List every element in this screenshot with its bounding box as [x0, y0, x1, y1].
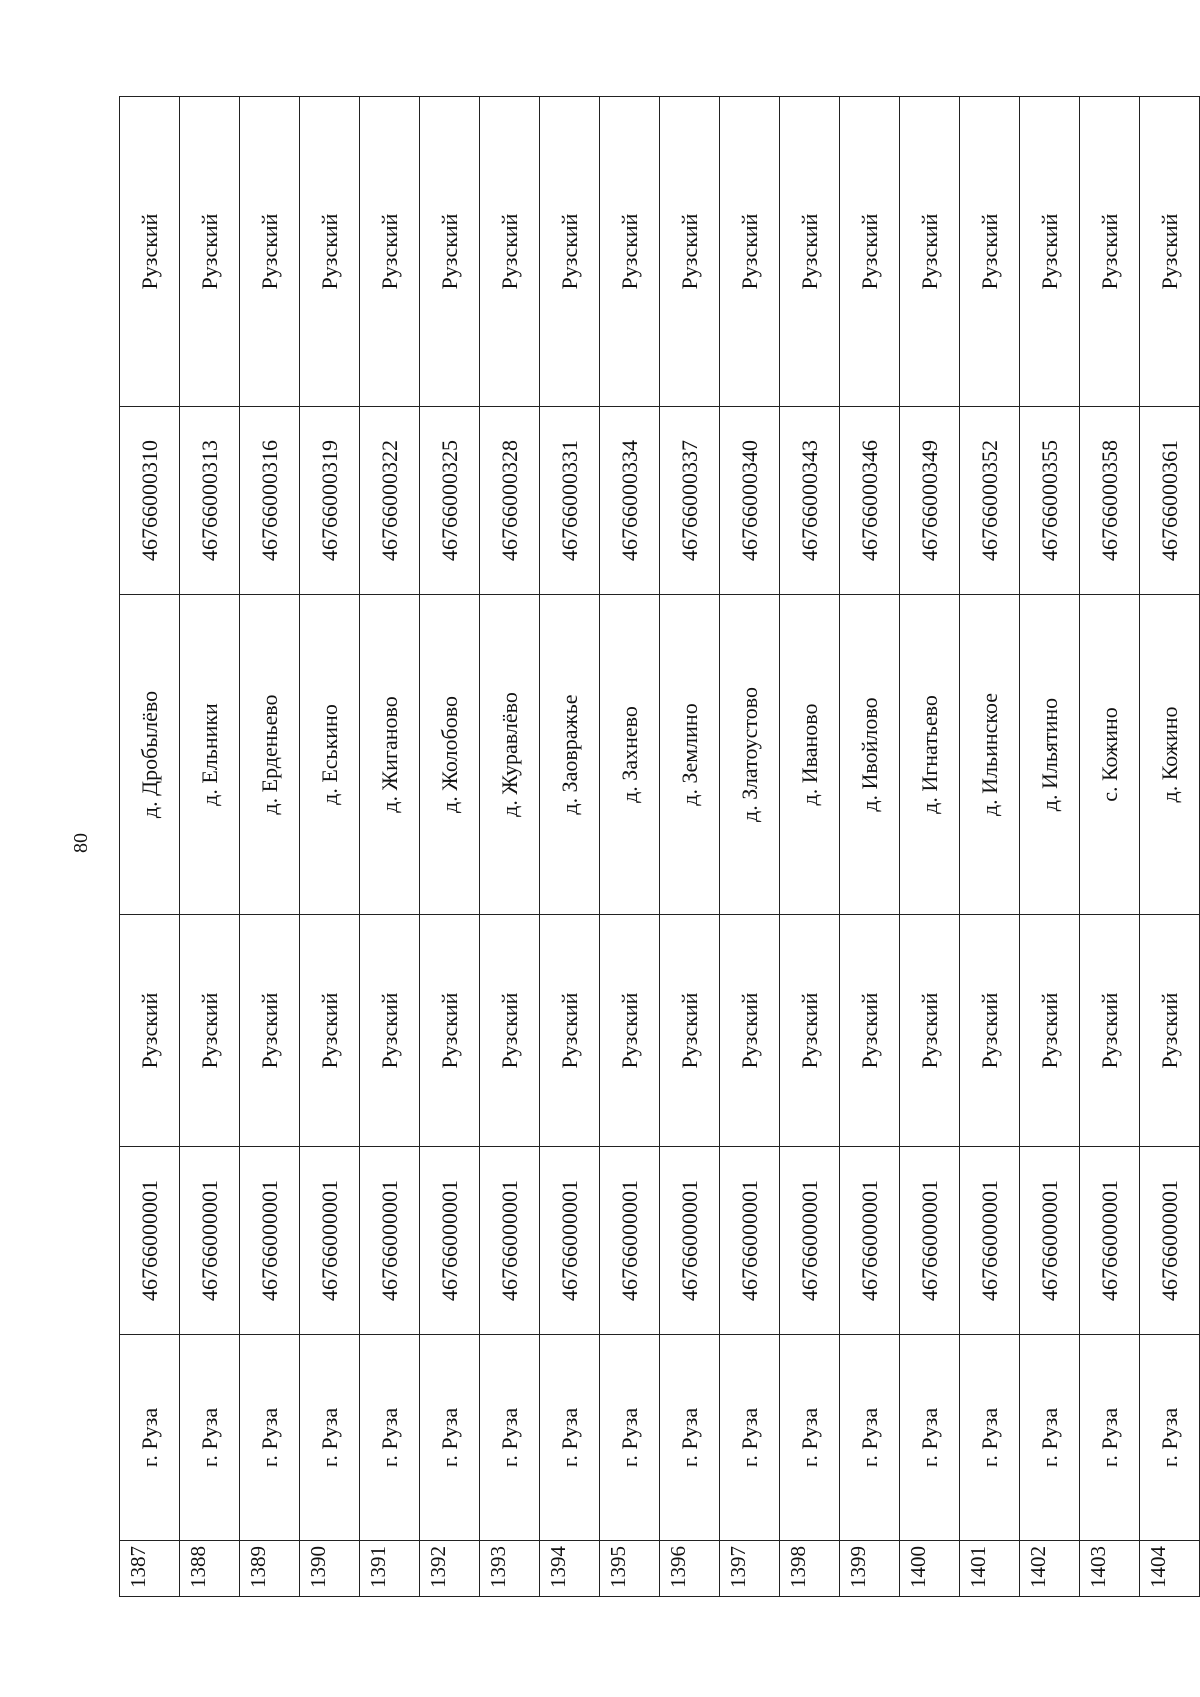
settlement-cell: д. Жолобово: [420, 595, 480, 915]
settlement-cell: д. Игнатьево: [900, 595, 960, 915]
oktmo-code-cell: 46766000001: [540, 1147, 600, 1335]
row-number-cell: 1387: [120, 1541, 180, 1597]
city-cell: г. Руза: [840, 1335, 900, 1541]
table-row: [120, 97, 180, 1597]
settlement-oktmo-cell: 46766000310: [120, 407, 180, 595]
city-cell: г. Руза: [360, 1335, 420, 1541]
settlement-oktmo-cell: 46766000322: [360, 407, 420, 595]
table-row: [720, 97, 780, 1597]
city-cell: г. Руза: [600, 1335, 660, 1541]
settlement-cell: д. Еськино: [300, 595, 360, 915]
table-row: [300, 97, 360, 1597]
city-cell: г. Руза: [480, 1335, 540, 1541]
settlement-cell: д. Заовражье: [540, 595, 600, 915]
district-cell: Рузский: [960, 915, 1020, 1147]
table-row: [900, 97, 960, 1597]
row-number-cell: 1396: [660, 1541, 720, 1597]
district-cell: Рузский: [720, 915, 780, 1147]
settlement-oktmo-cell: 46766000355: [1020, 407, 1080, 595]
row-number-cell: 1401: [960, 1541, 1020, 1597]
oktmo-code-cell: 46766000001: [1140, 1147, 1200, 1335]
settlement-district-cell: Рузский: [540, 97, 600, 407]
oktmo-code-cell: 46766000001: [300, 1147, 360, 1335]
city-cell: г. Руза: [780, 1335, 840, 1541]
oktmo-code-cell: 46766000001: [720, 1147, 780, 1335]
table-row: [600, 97, 660, 1597]
row-number-cell: 1399: [840, 1541, 900, 1597]
row-number-cell: 1393: [480, 1541, 540, 1597]
row-number-cell: 1402: [1020, 1541, 1080, 1597]
oktmo-code-cell: 46766000001: [480, 1147, 540, 1335]
city-cell: г. Руза: [300, 1335, 360, 1541]
settlement-oktmo-cell: 46766000358: [1080, 407, 1140, 595]
table-row: [780, 97, 840, 1597]
settlement-cell: д. Кожино: [1140, 595, 1200, 915]
oktmo-code-cell: 46766000001: [360, 1147, 420, 1335]
city-cell: г. Руза: [660, 1335, 720, 1541]
city-cell: г. Руза: [960, 1335, 1020, 1541]
district-cell: Рузский: [540, 915, 600, 1147]
settlement-district-cell: Рузский: [1020, 97, 1080, 407]
district-cell: Рузский: [360, 915, 420, 1147]
district-cell: Рузский: [180, 915, 240, 1147]
oktmo-code-cell: 46766000001: [420, 1147, 480, 1335]
row-number-cell: 1403: [1080, 1541, 1140, 1597]
row-number-cell: 1392: [420, 1541, 480, 1597]
settlement-cell: д. Ивойлово: [840, 595, 900, 915]
page-number: 80: [70, 833, 92, 853]
oktmo-code-cell: 46766000001: [1020, 1147, 1080, 1335]
table-row: [1080, 97, 1140, 1597]
row-number-cell: 1398: [780, 1541, 840, 1597]
row-number-cell: 1400: [900, 1541, 960, 1597]
city-cell: г. Руза: [540, 1335, 600, 1541]
settlement-cell: д. Журавлёво: [480, 595, 540, 915]
settlement-cell: д. Иваново: [780, 595, 840, 915]
settlement-district-cell: Рузский: [780, 97, 840, 407]
district-cell: Рузский: [600, 915, 660, 1147]
district-cell: Рузский: [120, 915, 180, 1147]
settlement-cell: д. Ельники: [180, 595, 240, 915]
settlement-oktmo-cell: 46766000343: [780, 407, 840, 595]
settlement-oktmo-cell: 46766000349: [900, 407, 960, 595]
oktmo-code-cell: 46766000001: [1080, 1147, 1140, 1335]
settlement-oktmo-cell: 46766000316: [240, 407, 300, 595]
district-cell: Рузский: [1080, 915, 1140, 1147]
settlement-oktmo-cell: 46766000313: [180, 407, 240, 595]
city-cell: г. Руза: [240, 1335, 300, 1541]
city-cell: г. Руза: [180, 1335, 240, 1541]
settlement-cell: д. Жиганово: [360, 595, 420, 915]
settlement-cell: д. Ильятино: [1020, 595, 1080, 915]
row-number-cell: 1388: [180, 1541, 240, 1597]
settlement-cell: д. Ерденьево: [240, 595, 300, 915]
settlement-oktmo-cell: 46766000331: [540, 407, 600, 595]
table-row: [480, 97, 540, 1597]
table-row: [540, 97, 600, 1597]
city-cell: г. Руза: [120, 1335, 180, 1541]
row-number-cell: 1395: [600, 1541, 660, 1597]
oktmo-code-cell: 46766000001: [660, 1147, 720, 1335]
table-row: [420, 97, 480, 1597]
settlement-district-cell: Рузский: [1080, 97, 1140, 407]
oktmo-code-cell: 46766000001: [600, 1147, 660, 1335]
oktmo-code-cell: 46766000001: [840, 1147, 900, 1335]
district-cell: Рузский: [660, 915, 720, 1147]
district-cell: Рузский: [900, 915, 960, 1147]
settlement-district-cell: Рузский: [600, 97, 660, 407]
row-number-cell: 1389: [240, 1541, 300, 1597]
settlement-district-cell: Рузский: [720, 97, 780, 407]
row-number-cell: 1391: [360, 1541, 420, 1597]
settlement-oktmo-cell: 46766000334: [600, 407, 660, 595]
settlement-oktmo-cell: 46766000346: [840, 407, 900, 595]
table-row: [840, 97, 900, 1597]
oktmo-code-cell: 46766000001: [180, 1147, 240, 1335]
table-row: [360, 97, 420, 1597]
table-row: [180, 97, 240, 1597]
district-cell: Рузский: [300, 915, 360, 1147]
settlement-cell: д. Землино: [660, 595, 720, 915]
table-container: [119, 97, 1182, 1597]
settlement-oktmo-cell: 46766000340: [720, 407, 780, 595]
oktmo-code-cell: 46766000001: [960, 1147, 1020, 1335]
settlement-cell: д. Ильинское: [960, 595, 1020, 915]
district-cell: Рузский: [840, 915, 900, 1147]
district-cell: Рузский: [1140, 915, 1200, 1147]
settlement-district-cell: Рузский: [120, 97, 180, 407]
oktmo-code-cell: 46766000001: [780, 1147, 840, 1335]
district-cell: Рузский: [480, 915, 540, 1147]
settlement-oktmo-cell: 46766000319: [300, 407, 360, 595]
city-cell: г. Руза: [720, 1335, 780, 1541]
district-cell: Рузский: [420, 915, 480, 1147]
settlement-district-cell: Рузский: [960, 97, 1020, 407]
settlements-table: [119, 96, 1200, 1597]
settlement-district-cell: Рузский: [1140, 97, 1200, 407]
settlement-district-cell: Рузский: [900, 97, 960, 407]
settlement-cell: д. Златоустово: [720, 595, 780, 915]
table-row: [960, 97, 1020, 1597]
row-number-cell: 1397: [720, 1541, 780, 1597]
settlement-oktmo-cell: 46766000352: [960, 407, 1020, 595]
table-row: [1140, 97, 1200, 1597]
city-cell: г. Руза: [1080, 1335, 1140, 1541]
district-cell: Рузский: [240, 915, 300, 1147]
city-cell: г. Руза: [420, 1335, 480, 1541]
row-number-cell: 1404: [1140, 1541, 1200, 1597]
city-cell: г. Руза: [900, 1335, 960, 1541]
settlement-district-cell: Рузский: [180, 97, 240, 407]
city-cell: г. Руза: [1140, 1335, 1200, 1541]
settlement-district-cell: Рузский: [480, 97, 540, 407]
oktmo-code-cell: 46766000001: [240, 1147, 300, 1335]
row-number-cell: 1394: [540, 1541, 600, 1597]
district-cell: Рузский: [1020, 915, 1080, 1147]
settlement-oktmo-cell: 46766000325: [420, 407, 480, 595]
settlement-cell: с. Кожино: [1080, 595, 1140, 915]
settlement-district-cell: Рузский: [660, 97, 720, 407]
table-row: [1020, 97, 1080, 1597]
oktmo-code-cell: 46766000001: [900, 1147, 960, 1335]
city-cell: г. Руза: [1020, 1335, 1080, 1541]
settlement-oktmo-cell: 46766000328: [480, 407, 540, 595]
settlement-cell: д. Дробылёво: [120, 595, 180, 915]
settlement-district-cell: Рузский: [420, 97, 480, 407]
settlement-district-cell: Рузский: [360, 97, 420, 407]
settlement-oktmo-cell: 46766000361: [1140, 407, 1200, 595]
oktmo-code-cell: 46766000001: [120, 1147, 180, 1335]
settlement-district-cell: Рузский: [300, 97, 360, 407]
settlement-cell: д. Захнево: [600, 595, 660, 915]
table-row: [240, 97, 300, 1597]
settlement-district-cell: Рузский: [840, 97, 900, 407]
row-number-cell: 1390: [300, 1541, 360, 1597]
district-cell: Рузский: [780, 915, 840, 1147]
settlement-district-cell: Рузский: [240, 97, 300, 407]
settlement-oktmo-cell: 46766000337: [660, 407, 720, 595]
table-row: [660, 97, 720, 1597]
